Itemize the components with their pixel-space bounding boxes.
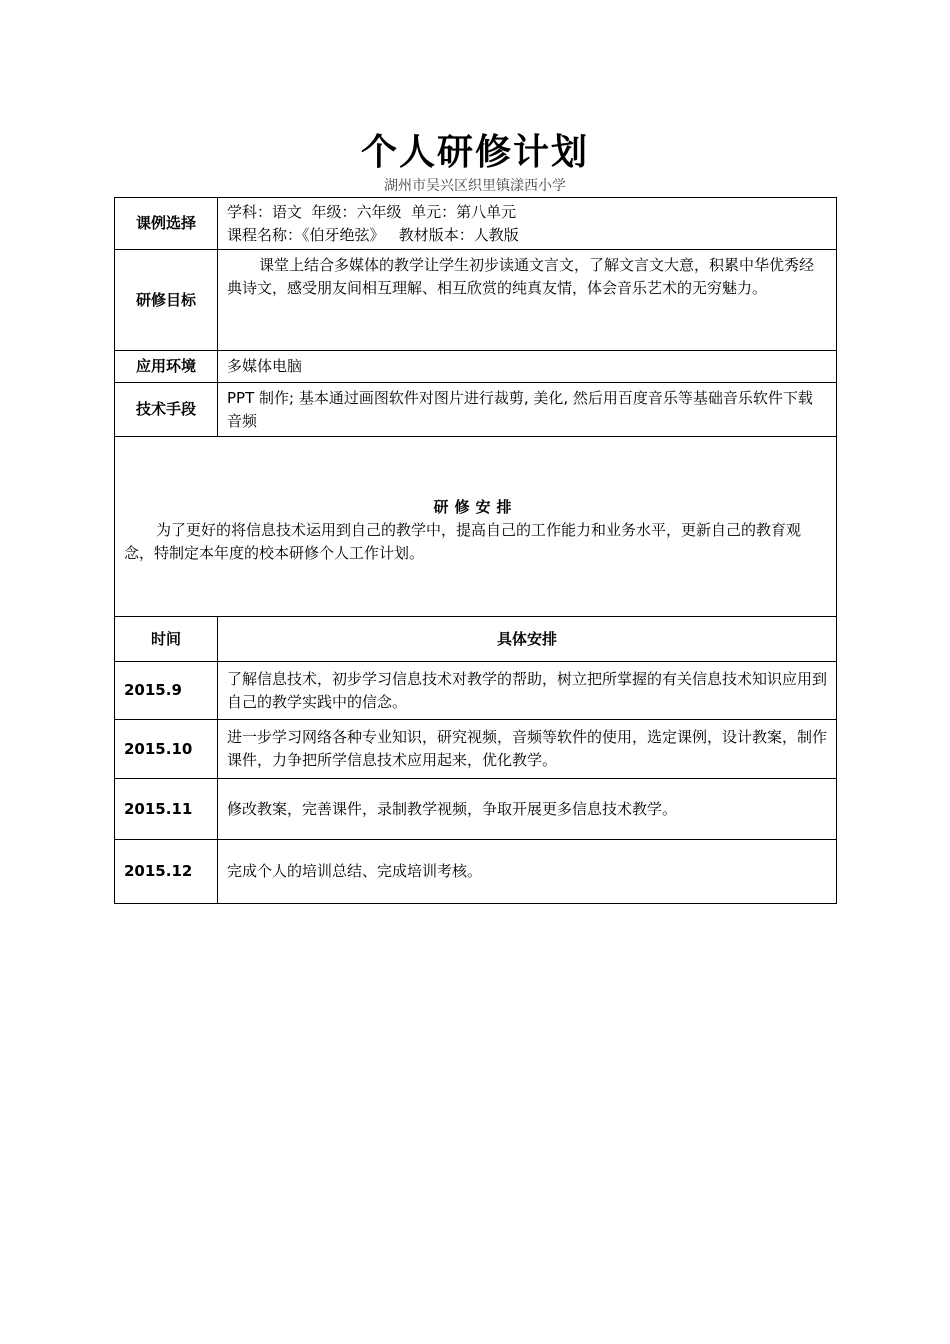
goal-value bbox=[218, 250, 837, 351]
goal-text bbox=[227, 254, 827, 300]
arrangement-intro: 为了更好的将信息技术运用到自己的教学中，提高自己的工作能力和业务水平，更新自己的教育观念，特制定本年度的校本研修个人工作计划。 bbox=[124, 521, 802, 562]
environment-value: 多媒体电脑 bbox=[218, 351, 837, 383]
technique-label: 技术手段 bbox=[115, 383, 218, 437]
schedule-detail: 了解信息技术，初步学习信息技术对教学的帮助，树立把所掌握的有关信息技术知识应用到自己的教学实践中的信念。 bbox=[218, 662, 837, 720]
schedule-time: 2015.10 bbox=[115, 720, 218, 779]
page-title: 个人研修计划 bbox=[360, 132, 589, 173]
schedule-detail: 修改教案，完善课件，录制教学视频，争取开展更多信息技术教学。 bbox=[218, 779, 837, 840]
environment-row bbox=[115, 351, 837, 383]
environment-label: 应用环境 bbox=[115, 351, 218, 383]
course-select-line1: 学科：语文 年级：六年级 单元：第八单元 bbox=[227, 202, 517, 221]
schedule-detail: 完成个人的培训总结、完成培训考核。 bbox=[218, 840, 837, 904]
course-select-line2: 课程名称：《伯牙绝弦》 教材版本：人教版 bbox=[227, 225, 519, 244]
arrangement-cell bbox=[115, 437, 837, 617]
table-row bbox=[115, 720, 837, 779]
table-row bbox=[115, 662, 837, 720]
course-select-label: 课例选择 bbox=[115, 198, 218, 250]
plan-table bbox=[114, 197, 837, 904]
goal-body: 让学生初步读通文言文，了解文言文大意，积累中华优秀经典诗文，感受朋友间相互理解、相互欣赏的纯真友情，体会音乐艺术的无穷魅力。 bbox=[227, 256, 815, 297]
arrangement-title: 研修安排 bbox=[433, 498, 518, 516]
table-row bbox=[115, 779, 837, 840]
course-select-value bbox=[218, 198, 837, 250]
arrangement-row bbox=[115, 437, 837, 617]
goal-lead: 课堂上结合多媒体的教学 bbox=[259, 256, 425, 274]
schedule-detail: 进一步学习网络各种专业知识，研究视频，音频等软件的使用，选定课例，设计教案，制作课件，力争把所学信息技术应用起来，优化教学。 bbox=[218, 720, 837, 779]
table-row bbox=[115, 840, 837, 904]
technique-row bbox=[115, 383, 837, 437]
goal-label: 研修目标 bbox=[115, 250, 218, 351]
technique-value: PPT 制作; 基本通过画图软件对图片进行裁剪, 美化, 然后用百度音乐等基础音乐软件下载音频 bbox=[218, 383, 837, 437]
schedule-time: 2015.9 bbox=[115, 662, 218, 720]
schedule-header-row bbox=[115, 617, 837, 662]
schedule-time: 2015.12 bbox=[115, 840, 218, 904]
schedule-time: 2015.11 bbox=[115, 779, 218, 840]
schedule-time-header: 时间 bbox=[115, 617, 218, 662]
school-name: 湖州市吴兴区织里镇漾西小学 bbox=[384, 178, 566, 194]
schedule-detail-header: 具体安排 bbox=[218, 617, 837, 662]
goal-row bbox=[115, 250, 837, 351]
course-select-row bbox=[115, 198, 837, 250]
